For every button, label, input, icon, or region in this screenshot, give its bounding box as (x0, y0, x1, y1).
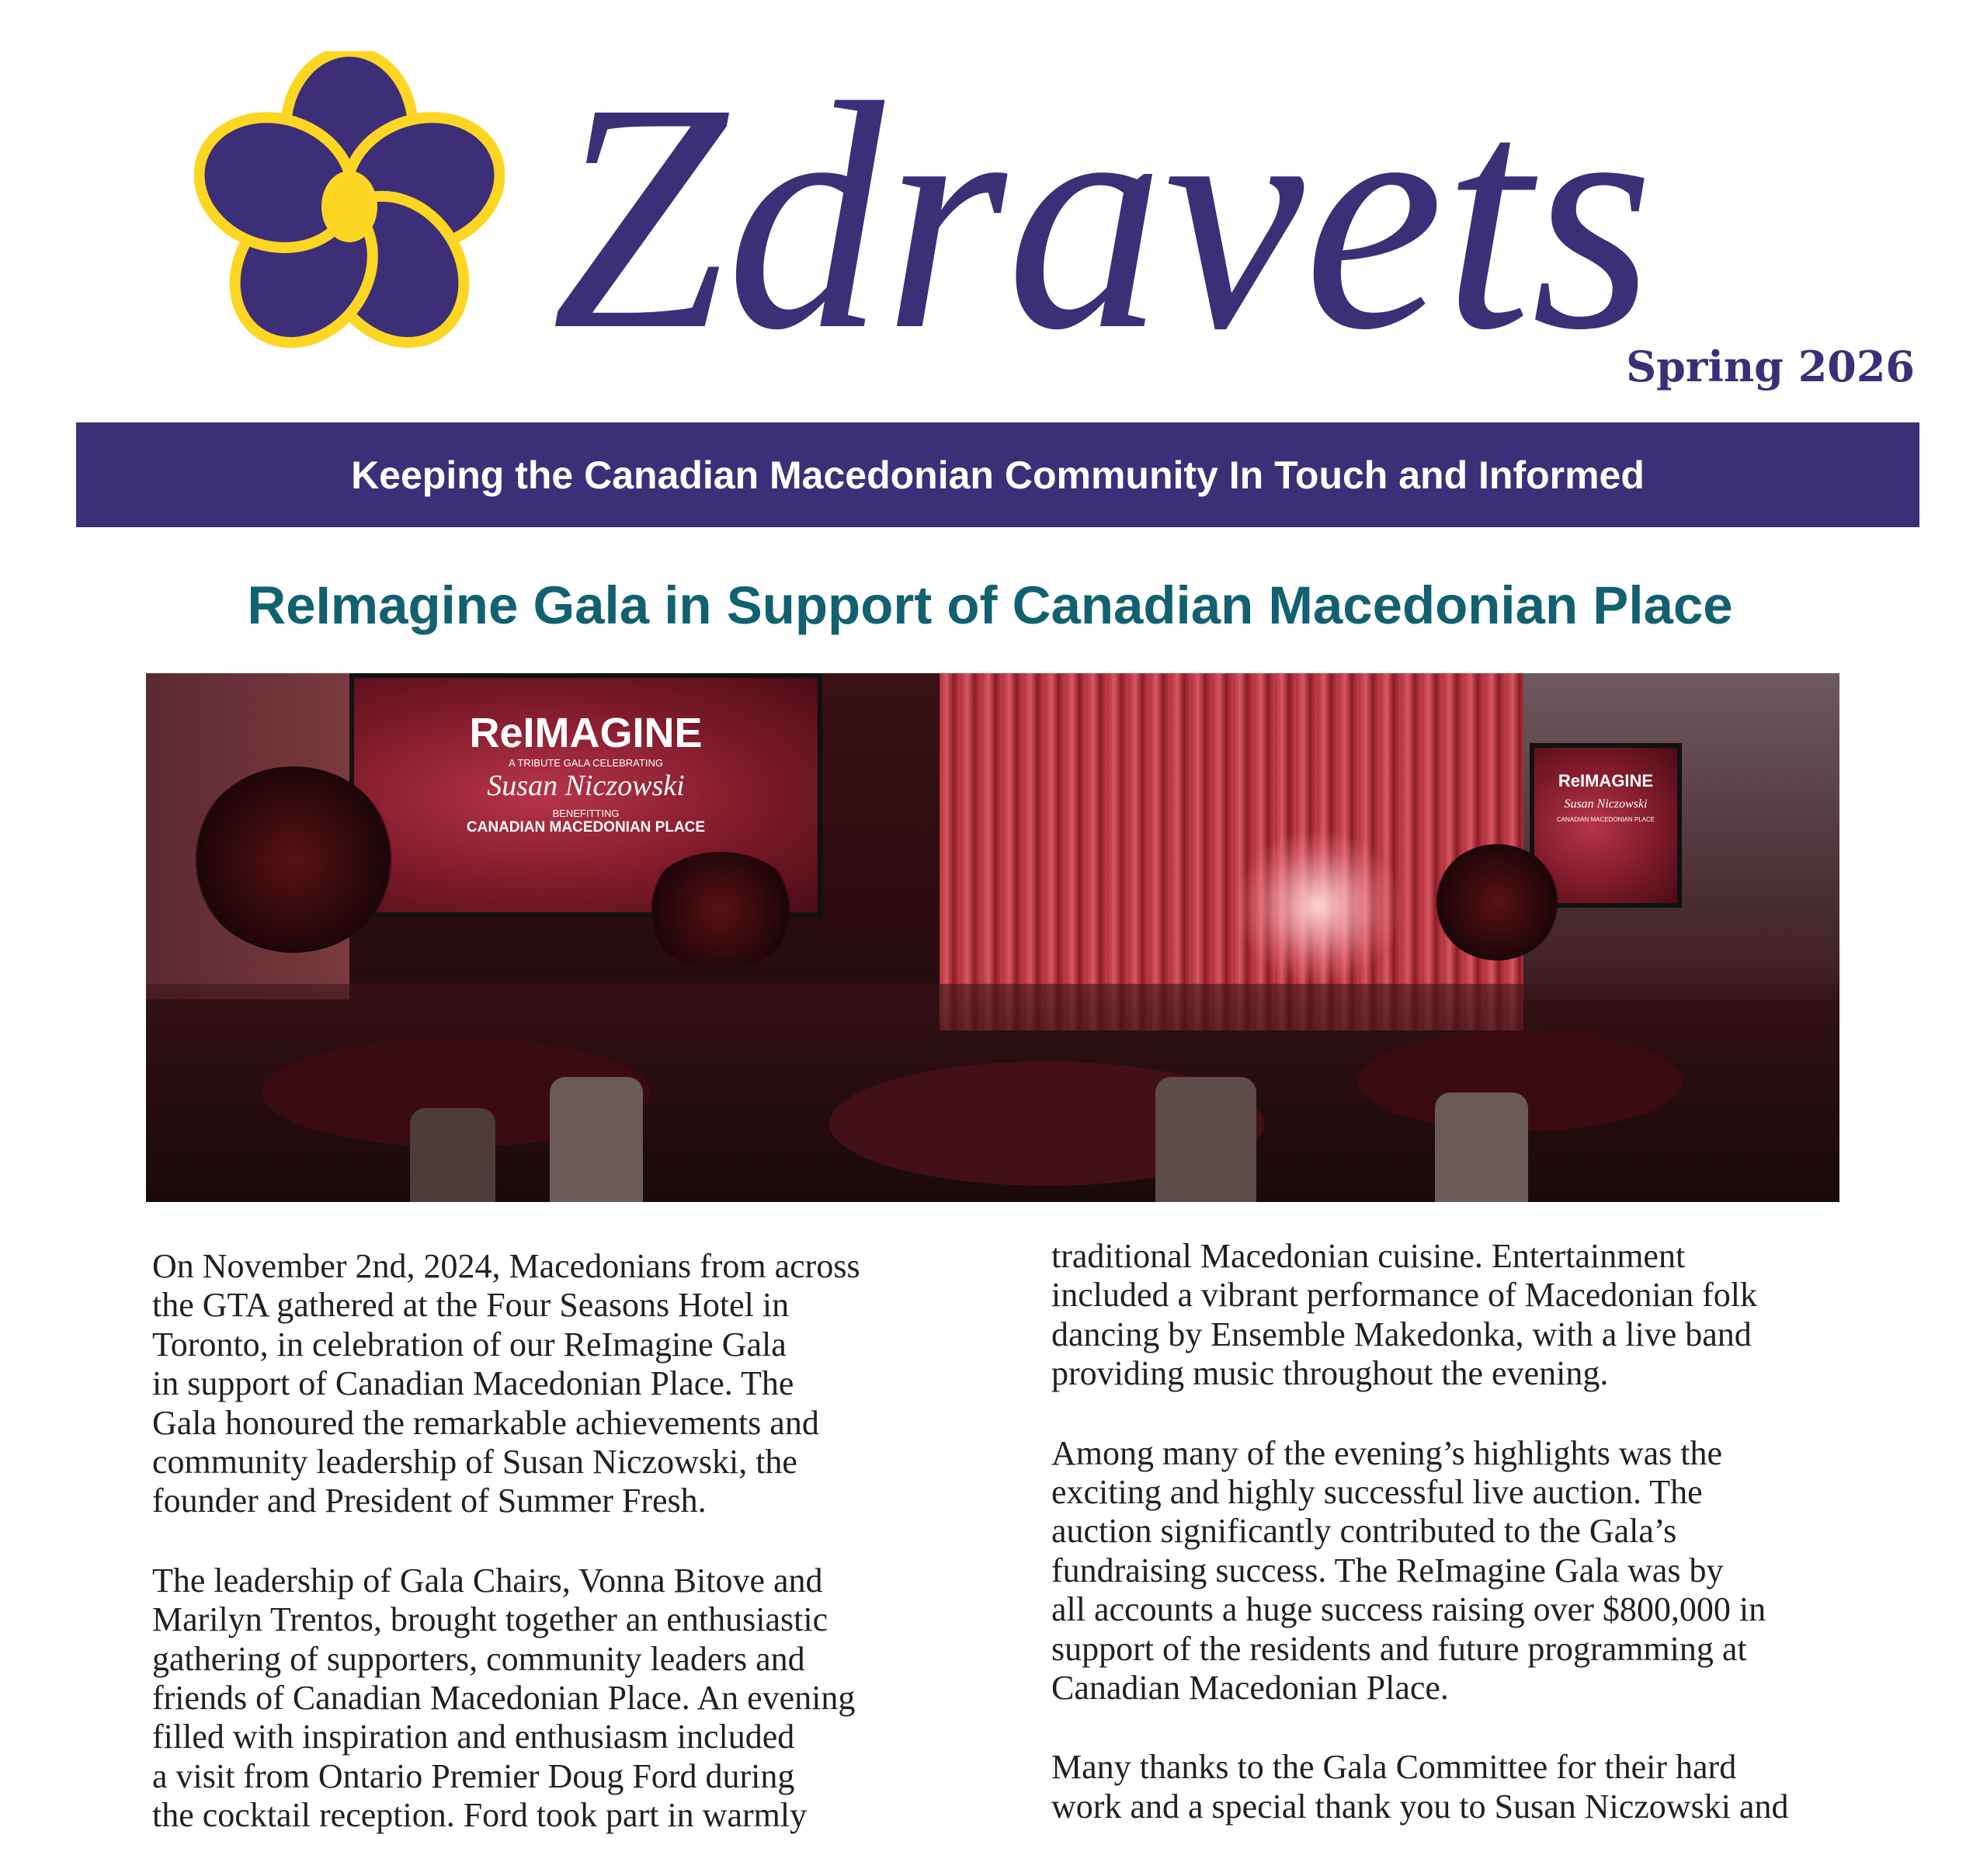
text-line: traditional Macedonian cuisine. Entertainment (1051, 1237, 1686, 1275)
text-line: fundraising success. The ReImagine Gala was by (1051, 1551, 1724, 1589)
tagline-banner (76, 422, 1919, 527)
text-line: in support of Canadian Macedonian Place. The (152, 1364, 794, 1403)
text-line: Canadian Macedonian Place. (1051, 1669, 1449, 1708)
gala-photo (146, 673, 1839, 1202)
svg-text:Zdravets: Zdravets (551, 47, 1654, 397)
text-line: gathering of supporters, community leaders and (152, 1639, 805, 1678)
text-line: The leadership of Gala Chairs, Vonna Bitove and (152, 1561, 823, 1600)
text-line: exciting and highly successful live auction. The (1051, 1473, 1703, 1512)
paragraph (152, 1562, 860, 1836)
paragraph (1051, 1237, 1788, 1394)
flower-logo-icon (194, 51, 505, 362)
text-line: Marilyn Trentos, brought together an enthusiastic (152, 1600, 828, 1639)
text-line: Many thanks to the Gala Committee for their hard (1051, 1748, 1737, 1787)
text-line: all accounts a huge success raising over $800,000 in (1051, 1590, 1766, 1629)
text-line: included a vibrant performance of Macedonian folk (1051, 1276, 1757, 1315)
zdravets-wordmark (544, 47, 1693, 412)
article-headline: ReImagine Gala in Support of Canadian Macedonian Place (247, 575, 1733, 635)
text-line: On November 2nd, 2024, Macedonians from across (152, 1247, 860, 1285)
text-line: Among many of the evening’s highlights was the (1051, 1433, 1722, 1472)
text-line: filled with inspiration and enthusiasm included (152, 1718, 795, 1756)
text-line: founder and President of Summer Fresh. (152, 1482, 707, 1520)
article-left-column (152, 1247, 860, 1876)
left-screen: ReIMAGINE A TRIBUTE GALA CELEBRATING Susan Niczowski BENEFITTING CANADIAN MACEDONIAN PLACE (349, 673, 822, 917)
text-line: Toronto, in celebration of our ReImagine Gala (152, 1325, 787, 1364)
right-screen: ReIMAGINE Susan Niczowski CANADIAN MACEDONIAN PLACE (1530, 743, 1682, 908)
text-line: providing music throughout the evening. (1051, 1354, 1609, 1393)
text-line: community leadership of Susan Niczowski, the (152, 1443, 797, 1482)
tagline: Keeping the Canadian Macedonian Community In Touch and Informed (351, 453, 1645, 497)
text-line: friends of Canadian Macedonian Place. An evening (152, 1679, 856, 1718)
text-line: support of the residents and future programming at (1051, 1629, 1747, 1668)
paragraph (1051, 1748, 1788, 1826)
text-line: work and a special thank you to Susan Niczowski and (1051, 1787, 1789, 1826)
text-line: dancing by Ensemble Makedonka, with a live band (1051, 1315, 1752, 1353)
text-line: Gala honoured the remarkable achievements and (152, 1403, 819, 1442)
paragraph (1051, 1434, 1788, 1708)
text-line: the cocktail reception. Ford took part in warmly (152, 1796, 808, 1835)
article-right-column (1051, 1237, 1788, 1867)
issue-date: Spring 2026 (1626, 342, 1915, 391)
text-line: the GTA gathered at the Four Seasons Hotel in (152, 1286, 790, 1325)
text-line: auction significantly contributed to the Gala’s (1051, 1512, 1677, 1551)
paragraph (152, 1247, 860, 1521)
text-line: a visit from Ontario Premier Doug Ford during (152, 1756, 795, 1795)
